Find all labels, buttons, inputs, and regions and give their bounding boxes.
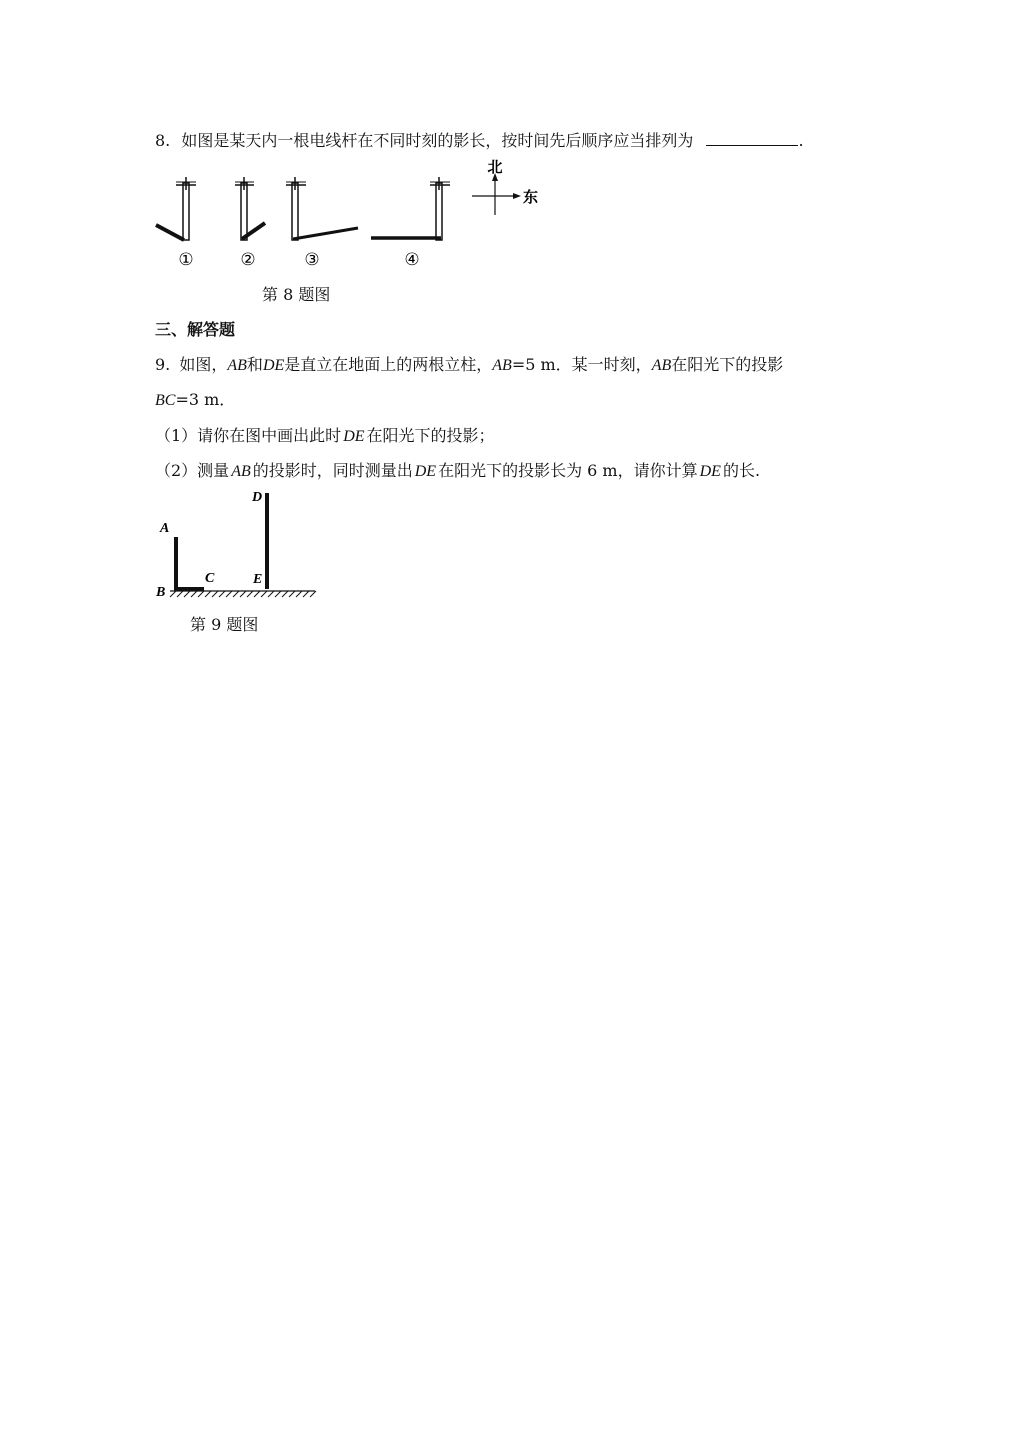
section-heading: 三、解答题 [155,320,236,339]
q9-figure [150,483,330,608]
q9-text: （1）请你在图中画出此时 [155,426,342,445]
segment-ab: AB [227,357,247,374]
pole-3 [286,177,358,240]
segment-de: DE [343,428,365,445]
segment-bc: BC [155,392,176,409]
q9-text: 如图， [179,355,228,374]
segment-ab: AB [231,463,251,480]
q9-text: 在阳光下的投影 [671,355,784,374]
pole-label-2: ② [240,250,256,269]
q9-text: 的长. [722,461,761,480]
q9-text: 和 [246,355,263,374]
pole-4 [371,177,450,240]
compass-east-label: 东 [523,190,539,206]
point-e-label: E [253,572,263,587]
q9-text: 是直立在地面上的两根立柱， [284,355,493,374]
q9-text: 在阳光下的投影长为 6 m，请你计算 [438,461,698,480]
q9-text: =5 m．某一时刻， [511,355,652,374]
east-arrow-icon [513,193,521,199]
q9-sub-1 [155,423,495,446]
segment-de: DE [414,463,437,480]
pole-2 [235,177,265,240]
q8-question [155,128,804,151]
q9-text: =3 m． [175,390,236,409]
compass [472,159,538,215]
q9-line-2 [155,387,235,410]
q9-text: 的投影时，同时测量出 [252,461,413,480]
ground-hatching [170,591,316,597]
q9-line-1 [155,352,783,375]
segment-de: DE [699,463,721,480]
point-a-label: A [160,521,170,536]
pole-label-1: ① [178,250,194,269]
q9-caption: 第 9 题图 [190,615,259,634]
q9-sub-2 [155,458,760,481]
q8-text: 如图是某天内一根电线杆在不同时刻的影长，按时间先后顺序应当排列为 [181,131,694,150]
pole-1 [156,177,196,240]
segment-ab: AB [651,357,672,374]
point-b-label: B [156,585,166,600]
segment-de: DE [262,357,285,374]
pole-label-4: ④ [404,250,420,269]
q8-caption: 第 8 题图 [262,285,331,304]
point-c-label: C [205,571,215,586]
q8-end: . [798,131,804,150]
point-d-label: D [252,490,263,505]
q9-text: （2）测量 [155,461,230,480]
compass-north-label: 北 [487,160,503,176]
q8-number: 8. [155,131,171,150]
pole-label-3: ③ [304,250,320,269]
q9-text: 在阳光下的投影； [366,426,495,445]
q9-number: 9. [155,355,171,374]
q8-answer-blank[interactable] [706,131,798,146]
q8-figure [150,155,550,295]
segment-ab: AB [492,357,512,374]
